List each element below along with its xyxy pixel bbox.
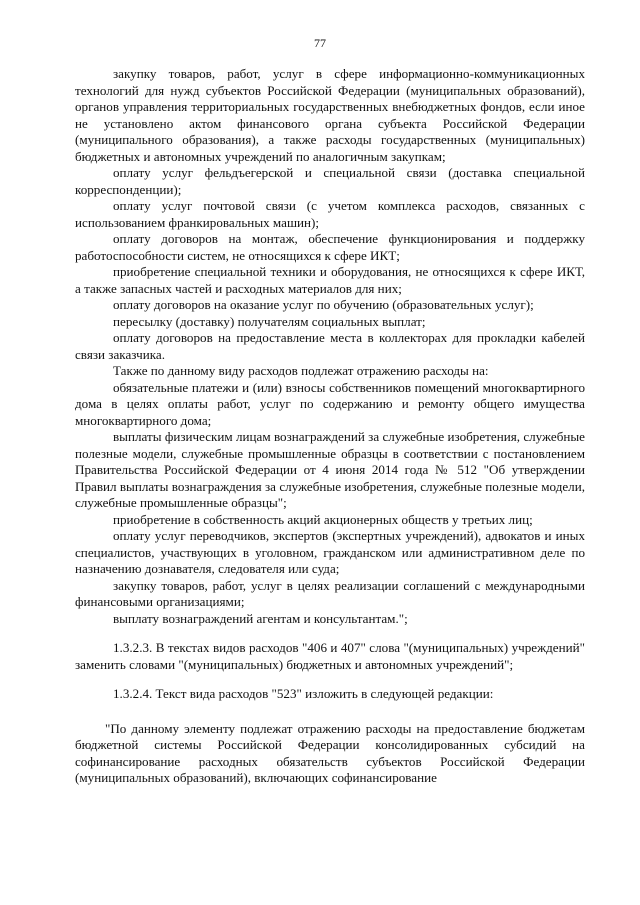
paragraph: оплату услуг фельдъегерской и специальной связи (доставка специальной корреспонденции); (75, 165, 585, 197)
page-number: 77 (314, 36, 326, 50)
paragraph: оплату договоров на оказание услуг по обучению (образовательных услуг); (113, 297, 534, 312)
paragraph: приобретение специальной техники и оборудования, не относящихся к сфере ИКТ, а также запасных частей и расходных материалов для них; (75, 264, 585, 296)
paragraph: обязательные платежи и (или) взносы собственников помещений многоквартирного дома в целях оплаты работ, услуг по содержанию и ремонту общего имущества многоквартирного дома; (75, 379, 585, 428)
paragraph: оплату услуг переводчиков, экспертов (экспертных учреждений), адвокатов и иных специалистов, участвующих в уголовном, гражданском или административном деле по назначению дознавателя, следователя или суда; (75, 528, 585, 576)
section-1-3-2-3: 1.3.2.3. В текстах видов расходов "406 и 407" слова "(муниципальных) учреждений" заменить словами "(муниципальных) бюджетных и автономных учреждений"; (75, 640, 585, 672)
paragraph: закупку товаров, работ, услуг в сфере информационно-коммуникационных технологий для нужд субъектов Российской Федерации (муниципальных образований), органов управления территориальных государственных внебюджетных фондов, если иное не установлено актом финансового органа субъекта Российской Федерации (муниципального образования), а также расходы государственных (муниципальных) бюджетных и автономных учреждений по аналогичным закупкам; (75, 66, 585, 164)
paragraph: оплату договоров на предоставление места в коллекторах для прокладки кабелей связи заказчика. (75, 330, 585, 362)
paragraph: оплату договоров на монтаж, обеспечение функционирования и поддержку работоспособности систем, не относящихся к сфере ИКТ; (75, 231, 585, 263)
paragraph: пересылку (доставку) получателям социальных выплат; (113, 313, 426, 329)
document-body (75, 66, 585, 787)
paragraph: Также по данному виду расходов подлежат отражению расходы на: (113, 363, 489, 378)
paragraph: оплату услуг почтовой связи (с учетом комплекса расходов, связанных с использованием франкировальных машин); (75, 198, 585, 230)
paragraph: выплату вознаграждений агентам и консультантам."; (113, 610, 408, 626)
quoted-text: "По данному элементу подлежат отражению расходы на предоставление бюджетам бюджетной системы Российской Федерации консолидированных субсидий на софинансирование расходных обязательств субъектов Российской Федерации (муниципальных образований), включающих софинансирование (75, 720, 585, 785)
paragraph: закупку товаров, работ, услуг в целях реализации соглашений с международными финансовыми организациями; (75, 577, 585, 609)
paragraph: выплаты физическим лицам вознаграждений за служебные изобретения, служебные полезные модели, служебные промышленные образцы в соответствии с постановлением Правительства Российской Федерации от 4 июня 2014 года № 512 "Об утверждении Правил выплаты вознаграждения за служебные изобретения, служебные полезные модели, служебные промышленные образцы"; (75, 429, 585, 510)
section-1-3-2-4: 1.3.2.4. Текст вида расходов "523" изложить в следующей редакции: (113, 686, 494, 701)
paragraph: приобретение в собственность акций акционерных обществ у третьих лиц; (113, 511, 533, 527)
